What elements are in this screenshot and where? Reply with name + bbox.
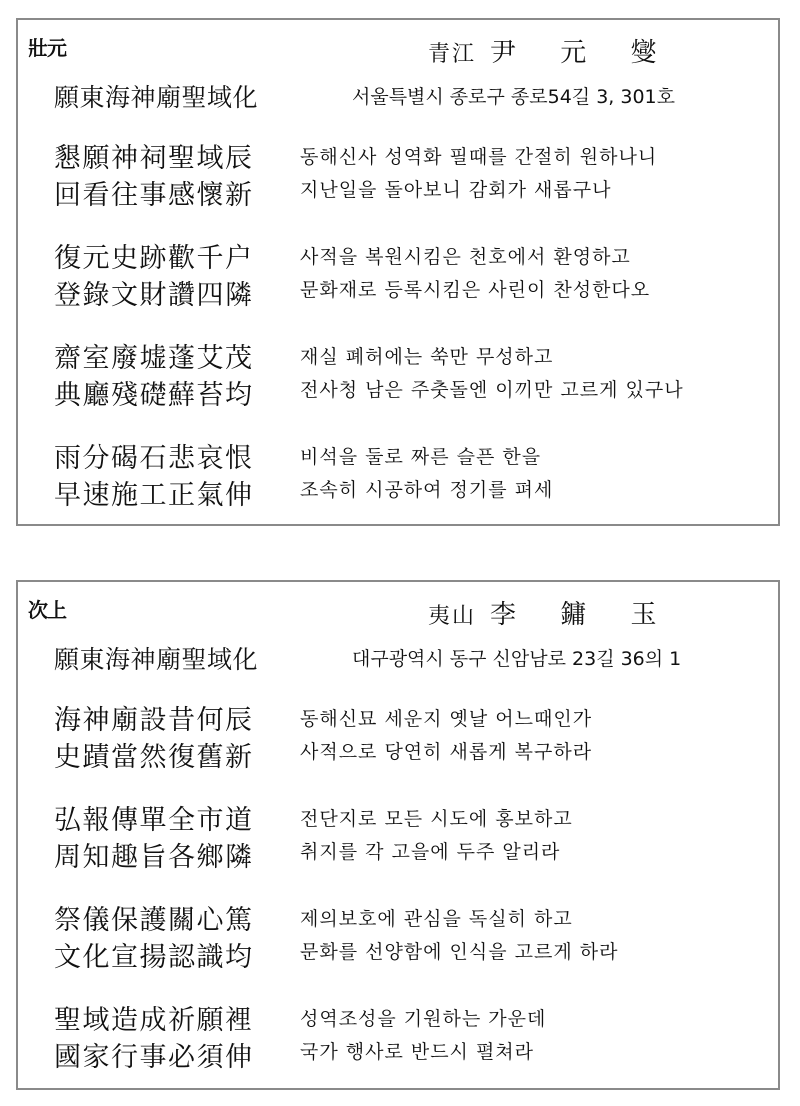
korean-translation-line: 동해신사 성역화 필때를 간절히 원하나니 bbox=[300, 146, 658, 168]
stanza bbox=[18, 698, 778, 772]
author-address: 대구광역시 동구 신암남로 23길 36의 1 bbox=[352, 648, 682, 670]
hanja-line: 登錄文財讚四隣 bbox=[54, 280, 254, 311]
hanja-line: 復元史跡歡千户 bbox=[54, 243, 254, 274]
hanja-line: 周知趣旨各鄉隣 bbox=[54, 842, 254, 873]
korean-translation-line: 비석을 둘로 짜른 슬픈 한을 bbox=[300, 446, 542, 468]
author-heading bbox=[428, 32, 675, 69]
hanja-line: 懇願神祠聖域辰 bbox=[54, 143, 254, 174]
hanja-line: 聖域造成祈願裡 bbox=[54, 1005, 254, 1036]
author-address: 서울특별시 종로구 종로54길 3, 301호 bbox=[352, 86, 675, 108]
korean-translation-line: 전사청 남은 주춧돌엔 이끼만 고르게 있구나 bbox=[300, 379, 684, 401]
korean-translation-line: 조속히 시공하여 정기를 펴세 bbox=[300, 479, 554, 501]
poem-entry-first bbox=[16, 18, 780, 526]
hanja-line: 史蹟當然復舊新 bbox=[54, 742, 254, 773]
korean-translation-line: 동해신묘 세운지 옛날 어느때인가 bbox=[300, 708, 593, 730]
korean-translation-line: 재실 폐허에는 쑥만 무성하고 bbox=[300, 346, 554, 368]
korean-translation-line: 사적으로 당연히 새롭게 복구하라 bbox=[300, 741, 593, 763]
korean-translation-line: 전단지로 모든 시도에 홍보하고 bbox=[300, 808, 573, 830]
poem-title: 願東海神廟聖域化 bbox=[54, 83, 259, 112]
hanja-line: 早速施工正氣伸 bbox=[54, 480, 254, 511]
stanza bbox=[18, 798, 778, 872]
author-pen-name: 夷山 bbox=[428, 604, 477, 629]
stanza bbox=[18, 136, 778, 210]
author-name: 李 鏞 玉 bbox=[490, 600, 675, 630]
stanza bbox=[18, 998, 778, 1072]
korean-translation-line: 성역조성을 기원하는 가운데 bbox=[300, 1008, 547, 1030]
hanja-line: 文化宣揚認識均 bbox=[54, 942, 254, 973]
poem-title: 願東海神廟聖域化 bbox=[54, 645, 259, 674]
stanza bbox=[18, 336, 778, 410]
hanja-line: 典廳殘礎蘚苔均 bbox=[54, 380, 254, 411]
hanja-line: 雨分碣石悲哀恨 bbox=[54, 443, 254, 474]
korean-translation-line: 취지를 각 고을에 두주 알리라 bbox=[300, 841, 561, 863]
korean-translation-line: 제의보호에 관심을 독실히 하고 bbox=[300, 908, 573, 930]
korean-translation-line: 문화를 선양함에 인식을 고르게 하라 bbox=[300, 941, 619, 963]
korean-translation-line: 사적을 복원시킴은 천호에서 환영하고 bbox=[300, 246, 631, 268]
hanja-line: 弘報傳單全市道 bbox=[54, 805, 254, 836]
stanza bbox=[18, 436, 778, 510]
stanza bbox=[18, 898, 778, 972]
stanza bbox=[18, 236, 778, 310]
award-rank: 壯元 bbox=[28, 36, 66, 60]
korean-translation-line: 문화재로 등록시킴은 사린이 찬성한다오 bbox=[300, 279, 651, 301]
korean-translation-line: 지난일을 돌아보니 감회가 새롭구나 bbox=[300, 179, 612, 201]
poem-entry-second bbox=[16, 580, 780, 1090]
award-rank: 次上 bbox=[28, 598, 66, 622]
hanja-line: 回看往事感懷新 bbox=[54, 180, 254, 211]
hanja-line: 齋室廢墟蓬艾茂 bbox=[54, 343, 254, 374]
author-pen-name: 青江 bbox=[428, 42, 477, 67]
hanja-line: 祭儀保護關心篤 bbox=[54, 905, 254, 936]
author-name: 尹 元 燮 bbox=[490, 38, 675, 68]
hanja-line: 海神廟設昔何辰 bbox=[54, 705, 254, 736]
hanja-line: 國家行事必須伸 bbox=[54, 1042, 254, 1073]
author-heading bbox=[428, 594, 675, 631]
korean-translation-line: 국가 행사로 반드시 펼쳐라 bbox=[300, 1041, 535, 1063]
